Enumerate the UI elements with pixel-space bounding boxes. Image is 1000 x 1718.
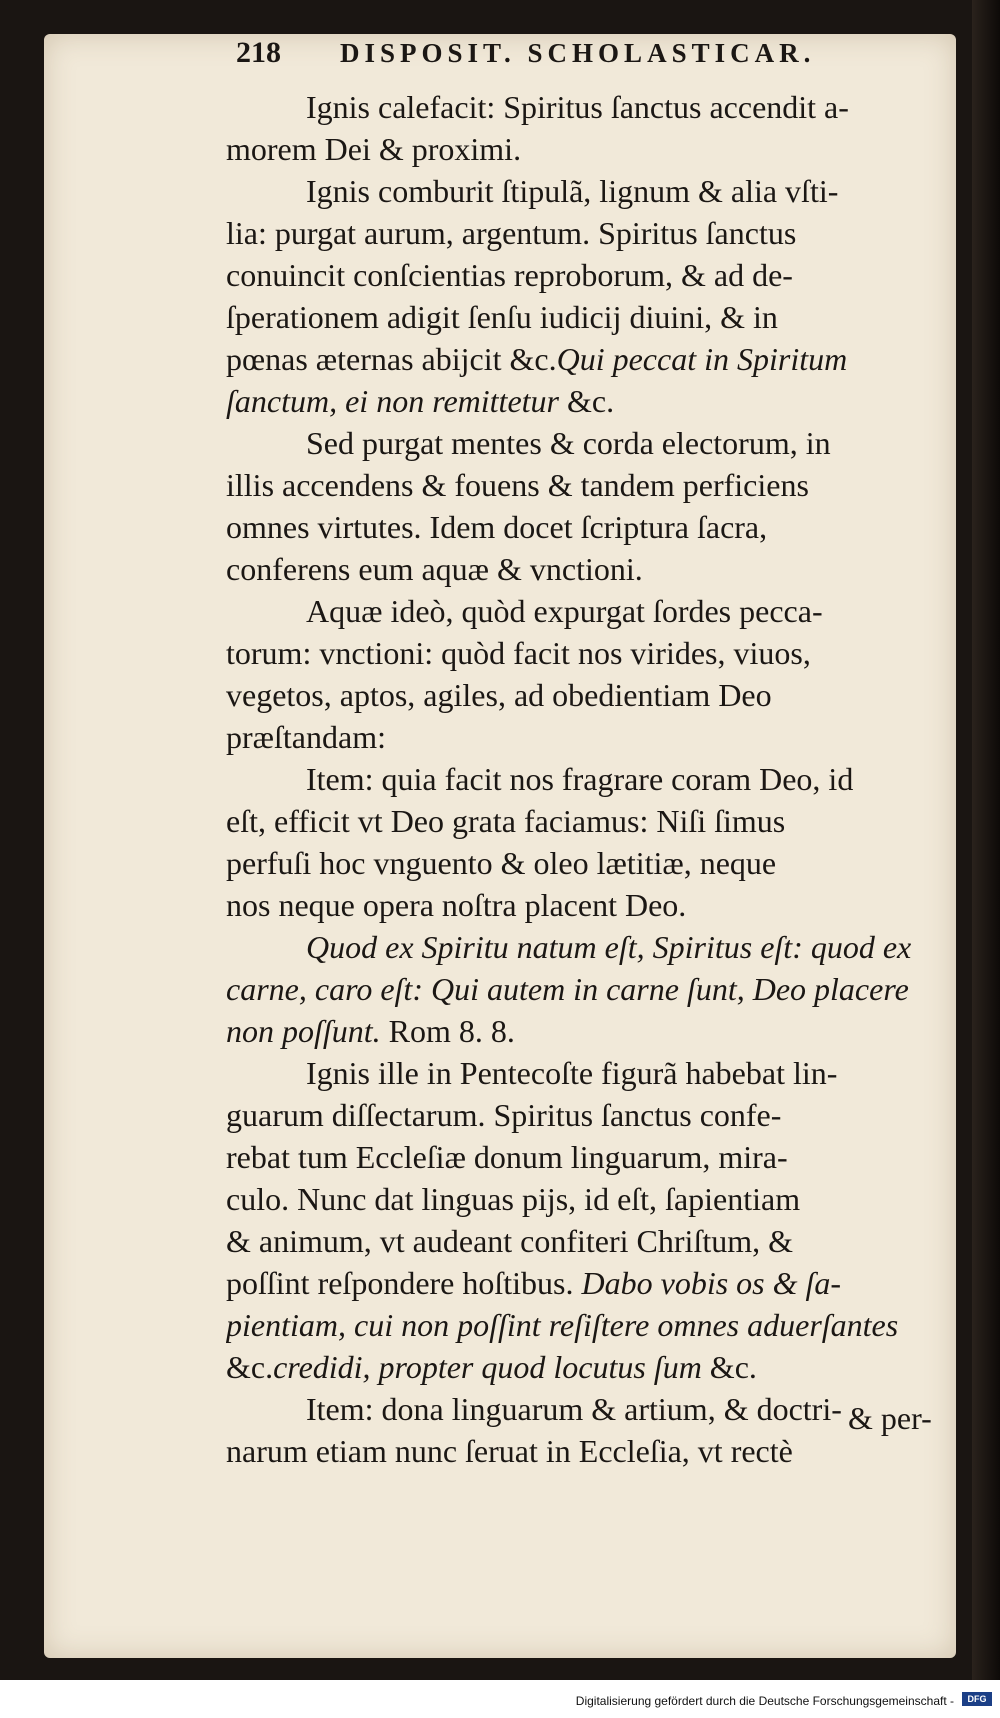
line-italic-text: Qui peccat in Spiritum bbox=[556, 341, 848, 377]
text-line bbox=[226, 716, 928, 758]
line-text-tail: &c. bbox=[558, 383, 615, 419]
text-line bbox=[226, 254, 928, 296]
line-text: omnes virtutes. Idem docet ſcriptura ſacra, bbox=[226, 509, 768, 545]
line-italic-text: credidi, propter quod locutus ſum bbox=[273, 1349, 702, 1385]
line-text: poſſint reſpondere hoſtibus. bbox=[226, 1265, 574, 1301]
running-head: DISPOSIT. SCHOLASTICAR. bbox=[340, 38, 816, 68]
line-text: lia: purgat aurum, argentum. Spiritus ſanctus bbox=[226, 215, 797, 251]
line-text: eſt, efficit vt Deo grata faciamus: Niſi ſimus bbox=[226, 803, 786, 839]
text-line bbox=[226, 674, 928, 716]
line-text: Ignis calefacit: Spiritus ſanctus accendit a- bbox=[306, 89, 849, 125]
text-line bbox=[226, 758, 928, 800]
text-line bbox=[226, 842, 928, 884]
line-text: conferens eum aquæ & vnctioni. bbox=[226, 551, 643, 587]
line-text: guarum diſſectarum. Spiritus ſanctus confe- bbox=[226, 1097, 782, 1133]
text-line bbox=[226, 86, 928, 128]
text-line bbox=[226, 1262, 928, 1304]
text-line bbox=[226, 1304, 928, 1346]
text-line bbox=[226, 1136, 928, 1178]
line-text: nos neque opera noſtra placent Deo. bbox=[226, 887, 687, 923]
line-text: præſtandam: bbox=[226, 719, 386, 755]
line-text: narum etiam nunc ſeruat in Eccleſia, vt rectè bbox=[226, 1433, 793, 1469]
text-line bbox=[226, 1010, 928, 1052]
line-italic-text: Dabo vobis os & ſa- bbox=[573, 1265, 842, 1301]
text-line bbox=[226, 1052, 928, 1094]
line-italic-text: carne, caro eſt: Qui autem in carne ſunt, Deo placere bbox=[226, 971, 909, 1007]
text-line bbox=[226, 926, 928, 968]
text-line bbox=[226, 170, 928, 212]
text-line bbox=[226, 968, 928, 1010]
line-text: pœnas æternas abijcit &c. bbox=[226, 341, 557, 377]
line-italic-text: non poſſunt. bbox=[226, 1013, 381, 1049]
text-line bbox=[226, 884, 928, 926]
text-line bbox=[226, 506, 928, 548]
line-italic-text: Quod ex Spiritu natum eſt, Spiritus eſt: quod ex bbox=[306, 929, 912, 965]
line-text: perfuſi hoc vnguento & oleo lætitiæ, neque bbox=[226, 845, 777, 881]
text-line bbox=[226, 338, 928, 380]
line-text: &c. bbox=[226, 1349, 274, 1385]
text-line bbox=[226, 1430, 928, 1472]
text-line bbox=[226, 212, 928, 254]
line-text-tail: Rom 8. 8. bbox=[380, 1013, 515, 1049]
line-text: conuincit conſcientias reproborum, & ad de- bbox=[226, 257, 793, 293]
text-line bbox=[226, 590, 928, 632]
funding-credit: Digitalisierung gefördert durch die Deutsche Forschungsgemeinschaft - bbox=[575, 1694, 954, 1708]
line-text-tail: &c. bbox=[701, 1349, 757, 1385]
line-text: Sed purgat mentes & corda electorum, in bbox=[306, 425, 831, 461]
text-line bbox=[226, 1346, 928, 1388]
text-line bbox=[226, 1220, 928, 1262]
line-text: Item: dona linguarum & artium, & doctri- bbox=[306, 1391, 842, 1427]
line-text: ſperationem adigit ſenſu iudicij diuini, & in bbox=[226, 299, 778, 335]
text-line bbox=[226, 380, 928, 422]
text-line bbox=[226, 548, 928, 590]
line-text: vegetos, aptos, agiles, ad obedientiam Deo bbox=[226, 677, 772, 713]
line-text: Ignis comburit ſtipulã, lignum & alia vſti- bbox=[306, 173, 839, 209]
text-line bbox=[226, 128, 928, 170]
page-body bbox=[226, 86, 928, 1472]
text-line bbox=[226, 1094, 928, 1136]
text-line bbox=[226, 422, 928, 464]
line-text: torum: vnctioni: quòd facit nos virides, viuos, bbox=[226, 635, 811, 671]
line-text: rebat tum Eccleſiæ donum linguarum, mira- bbox=[226, 1139, 788, 1175]
dfg-logo-icon: DFG bbox=[962, 1692, 992, 1706]
line-text: & animum, vt audeant confiteri Chriſtum, & bbox=[226, 1223, 793, 1259]
line-italic-text: ſanctum, ei non remittetur bbox=[226, 383, 559, 419]
text-line bbox=[226, 800, 928, 842]
page-number: 218 bbox=[236, 36, 281, 69]
line-text: Item: quia facit nos fragrare coram Deo, id bbox=[306, 761, 854, 797]
text-line bbox=[226, 632, 928, 674]
footer-bar bbox=[0, 1682, 1000, 1718]
text-line bbox=[226, 1388, 928, 1430]
text-line bbox=[226, 296, 928, 338]
catchword: & per- bbox=[848, 1400, 932, 1436]
line-text: Ignis ille in Pentecoſte figurã habebat lin- bbox=[306, 1055, 838, 1091]
text-line bbox=[226, 1178, 928, 1220]
line-text: Aquæ ideò, quòd expurgat ſordes pecca- bbox=[306, 593, 823, 629]
line-text: illis accendens & fouens & tandem perficiens bbox=[226, 467, 809, 503]
line-italic-text: pientiam, cui non poſſint reſiſtere omnes aduerſantes bbox=[226, 1307, 899, 1343]
text-line bbox=[226, 464, 928, 506]
line-text: morem Dei & proximi. bbox=[226, 131, 522, 167]
line-text: culo. Nunc dat linguas pijs, id eſt, ſapientiam bbox=[226, 1181, 801, 1217]
